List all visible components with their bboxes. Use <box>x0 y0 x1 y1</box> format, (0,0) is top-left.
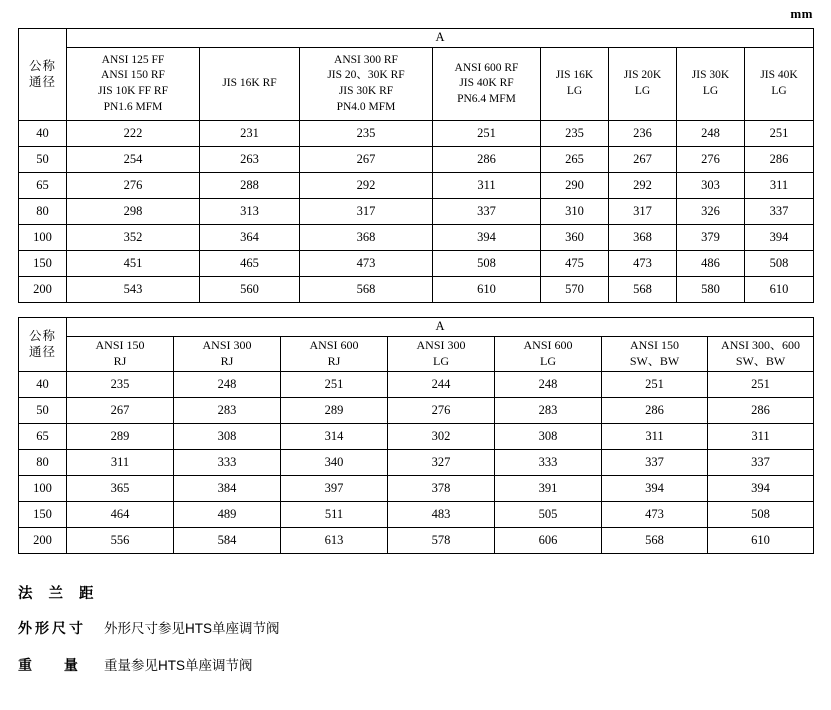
table2-row4-cell3: 378 <box>388 476 495 502</box>
table-row <box>19 121 814 147</box>
table1-row0-cell3: 251 <box>433 121 541 147</box>
table1-row3-cell4: 310 <box>541 199 609 225</box>
table2-row5-cell1: 489 <box>174 502 281 528</box>
table1-corner-line2: 通径 <box>28 74 56 89</box>
table-row <box>19 398 814 424</box>
table2-row5-size: 150 <box>19 502 67 528</box>
table2-row4-cell1: 384 <box>174 476 281 502</box>
table2-row6-cell4: 606 <box>495 528 602 554</box>
table1-row3-cell7: 337 <box>745 199 814 225</box>
table1-row2-cell0: 276 <box>67 173 200 199</box>
table1-row6-cell5: 568 <box>609 277 677 303</box>
table1-row1-cell5: 267 <box>609 147 677 173</box>
table1-row2-cell4: 290 <box>541 173 609 199</box>
table2-col-header-1 <box>174 337 281 372</box>
table1-col-header-1 <box>200 48 300 121</box>
table2-corner-line2: 通径 <box>28 344 56 359</box>
table1-row6-cell4: 570 <box>541 277 609 303</box>
table-row <box>19 372 814 398</box>
table2-row4-cell0: 365 <box>67 476 174 502</box>
table2-row5-cell5: 473 <box>602 502 708 528</box>
table-row <box>19 225 814 251</box>
table1-row3-cell1: 313 <box>200 199 300 225</box>
table2-row1-cell6: 286 <box>708 398 814 424</box>
table1-row2-cell7: 311 <box>745 173 814 199</box>
table1-row3-cell0: 298 <box>67 199 200 225</box>
table2-col6-line1: SW、BW <box>735 354 786 368</box>
table2-row0-cell1: 248 <box>174 372 281 398</box>
table1-row0-cell7: 251 <box>745 121 814 147</box>
table2-row2-cell6: 311 <box>708 424 814 450</box>
table2-row1-cell4: 283 <box>495 398 602 424</box>
table2-col4-line1: LG <box>540 354 556 368</box>
table1-row4-cell0: 352 <box>67 225 200 251</box>
table1-row6-cell3: 610 <box>433 277 541 303</box>
table1-row0-cell4: 235 <box>541 121 609 147</box>
table2-row0-size: 40 <box>19 372 67 398</box>
table1-col6-line1: LG <box>702 85 719 97</box>
table2-row1-cell3: 276 <box>388 398 495 424</box>
note-text-weight: 重量参见HTS单座调节阀 <box>104 658 253 673</box>
table1-row1-cell0: 254 <box>67 147 200 173</box>
flange-dimension-table-1 <box>18 28 814 303</box>
table2-row0-cell4: 248 <box>495 372 602 398</box>
table2-col-header-3 <box>388 337 495 372</box>
table1-row2-cell6: 303 <box>677 173 745 199</box>
table2-col-header-0 <box>67 337 174 372</box>
table2-row0-cell3: 244 <box>388 372 495 398</box>
table2-row0-cell5: 251 <box>602 372 708 398</box>
table2-row1-cell0: 267 <box>67 398 174 424</box>
table1-row5-cell0: 451 <box>67 251 200 277</box>
table2-col3-line1: LG <box>433 354 449 368</box>
table1-row2-size: 65 <box>19 173 67 199</box>
table2-row3-cell6: 337 <box>708 450 814 476</box>
table2-col6-line0: ANSI 300、600 <box>721 338 801 353</box>
table1-col-header-3 <box>433 48 541 121</box>
table1-col7-line0: JIS 40K <box>760 69 798 82</box>
table2-row1-cell2: 289 <box>281 398 388 424</box>
table2-row2-cell0: 289 <box>67 424 174 450</box>
table1-row4-cell7: 394 <box>745 225 814 251</box>
table1-row5-cell7: 508 <box>745 251 814 277</box>
table2-row6-cell6: 610 <box>708 528 814 554</box>
table2-row3-cell1: 333 <box>174 450 281 476</box>
table1-row5-cell4: 475 <box>541 251 609 277</box>
table2-row3-cell2: 340 <box>281 450 388 476</box>
table1-row4-cell6: 379 <box>677 225 745 251</box>
table1-row1-cell4: 265 <box>541 147 609 173</box>
table2-col-header-2 <box>281 337 388 372</box>
table1-row1-cell1: 263 <box>200 147 300 173</box>
table1-row2-cell3: 311 <box>433 173 541 199</box>
table2-col5-line0: ANSI 150 <box>629 338 679 353</box>
table1-row0-cell1: 231 <box>200 121 300 147</box>
table2-row6-cell2: 613 <box>281 528 388 554</box>
table2-row3-cell0: 311 <box>67 450 174 476</box>
table2-col5-line1: SW、BW <box>629 354 680 368</box>
table2-row1-size: 50 <box>19 398 67 424</box>
table2-col1-line1: RJ <box>220 354 234 368</box>
table1-row0-cell5: 236 <box>609 121 677 147</box>
table2-row4-cell5: 394 <box>602 476 708 502</box>
table-row <box>19 251 814 277</box>
table2-row1-cell5: 286 <box>602 398 708 424</box>
table1-row4-cell4: 360 <box>541 225 609 251</box>
table1-row2-cell1: 288 <box>200 173 300 199</box>
table1-col2-line0: ANSI 300 RF <box>334 53 398 66</box>
table1-col3-line0: ANSI 600 RF <box>454 61 519 74</box>
table1-row6-cell0: 543 <box>67 277 200 303</box>
table1-row6-cell7: 610 <box>745 277 814 303</box>
table2-col2-line1: RJ <box>327 354 341 368</box>
table2-row6-cell0: 556 <box>67 528 174 554</box>
table1-row5-cell2: 473 <box>300 251 433 277</box>
table1-corner-label <box>19 29 67 121</box>
table2-group-header-row <box>19 318 814 337</box>
table1-col7-line1: LG <box>771 85 787 97</box>
table1-col2-line1: JIS 20、30K RF <box>327 69 405 82</box>
table1-row0-cell2: 235 <box>300 121 433 147</box>
table2-row6-cell5: 568 <box>602 528 708 554</box>
table1-row2-cell5: 292 <box>609 173 677 199</box>
table2-row3-cell5: 337 <box>602 450 708 476</box>
table2-col0-line1: RJ <box>113 354 127 368</box>
table2-row5-cell4: 505 <box>495 502 602 528</box>
table2-row6-size: 200 <box>19 528 67 554</box>
table2-col-header-5 <box>602 337 708 372</box>
table1-col0-line0: ANSI 125 FF <box>101 53 165 66</box>
table2-corner-line1: 公称 <box>28 328 56 343</box>
table2-row2-cell2: 314 <box>281 424 388 450</box>
table1-row4-cell5: 368 <box>609 225 677 251</box>
table2-row2-cell1: 308 <box>174 424 281 450</box>
table2-col-header-4 <box>495 337 602 372</box>
table1-col1-line0: JIS 16K RF <box>222 77 277 90</box>
table2-row6-cell1: 584 <box>174 528 281 554</box>
table1-column-header-row <box>19 48 814 121</box>
note-item-weight <box>18 654 618 675</box>
table1-col-header-5 <box>609 48 677 121</box>
table1-row6-cell1: 560 <box>200 277 300 303</box>
table1-row3-cell6: 326 <box>677 199 745 225</box>
table1-col5-line0: JIS 20K <box>623 69 662 82</box>
table2-col2-line0: ANSI 600 <box>309 338 359 353</box>
table1-row5-size: 150 <box>19 251 67 277</box>
table-row <box>19 199 814 225</box>
table-row <box>19 450 814 476</box>
unit-label: mm <box>790 6 813 21</box>
table2-row5-cell3: 483 <box>388 502 495 528</box>
table1-col6-line0: JIS 30K <box>691 69 730 82</box>
table1-row0-size: 40 <box>19 121 67 147</box>
table1-row1-cell7: 286 <box>745 147 814 173</box>
table2-column-header-row <box>19 337 814 372</box>
table2-col4-line0: ANSI 600 <box>523 338 573 353</box>
table1-col5-line1: LG <box>634 85 651 97</box>
table1-col-header-0 <box>67 48 200 121</box>
table2-row3-cell3: 327 <box>388 450 495 476</box>
table1-row4-cell1: 364 <box>200 225 300 251</box>
table1-row1-cell3: 286 <box>433 147 541 173</box>
table-row <box>19 476 814 502</box>
table2-row4-cell6: 394 <box>708 476 814 502</box>
table-row <box>19 147 814 173</box>
table2-row5-cell6: 508 <box>708 502 814 528</box>
table1-col4-line1: LG <box>566 85 583 97</box>
table2-col3-line0: ANSI 300 <box>416 338 466 353</box>
table2-row0-cell2: 251 <box>281 372 388 398</box>
table1-row3-cell3: 337 <box>433 199 541 225</box>
table1-row3-cell5: 317 <box>609 199 677 225</box>
table2-col-header-6 <box>708 337 814 372</box>
table2-row3-cell4: 333 <box>495 450 602 476</box>
table1-col-header-2 <box>300 48 433 121</box>
table1-row6-cell6: 580 <box>677 277 745 303</box>
table1-col2-line2: JIS 30K RF <box>338 85 394 97</box>
table-row <box>19 173 814 199</box>
table1-col0-line1: ANSI 150 RF <box>101 69 165 82</box>
table2-row5-cell2: 511 <box>281 502 388 528</box>
table1-col4-line0: JIS 16K <box>555 69 594 82</box>
table1-row5-cell1: 465 <box>200 251 300 277</box>
table1-row0-cell6: 248 <box>677 121 745 147</box>
table1-row5-cell3: 508 <box>433 251 541 277</box>
table2-row2-cell4: 308 <box>495 424 602 450</box>
table2-row4-cell2: 397 <box>281 476 388 502</box>
table1-group-header-row <box>19 29 814 48</box>
note-item-dimensions <box>18 617 618 638</box>
table2-row0-cell6: 251 <box>708 372 814 398</box>
table1-row2-cell2: 292 <box>300 173 433 199</box>
note-text-dimensions: 外形尺寸参见HTS单座调节阀 <box>104 621 280 636</box>
table2-group-header: A <box>67 318 814 337</box>
table2-row1-cell1: 283 <box>174 398 281 424</box>
flange-dimension-table-2 <box>18 317 814 554</box>
table2-row6-cell3: 578 <box>388 528 495 554</box>
table1-row3-size: 80 <box>19 199 67 225</box>
table1-col0-line2: JIS 10K FF RF <box>98 85 168 97</box>
notes-heading: 法 兰 距 <box>18 586 100 602</box>
table1-row1-cell2: 267 <box>300 147 433 173</box>
table2-row0-cell0: 235 <box>67 372 174 398</box>
table1-row1-size: 50 <box>19 147 67 173</box>
table1-col2-line3: PN4.0 MFM <box>336 100 396 113</box>
table2-row2-cell5: 311 <box>602 424 708 450</box>
table1-row3-cell2: 317 <box>300 199 433 225</box>
table2-row5-cell0: 464 <box>67 502 174 528</box>
table2-row3-size: 80 <box>19 450 67 476</box>
table1-col0-line3: PN1.6 MFM <box>103 100 163 113</box>
table1-row5-cell6: 486 <box>677 251 745 277</box>
table2-corner-label <box>19 318 67 372</box>
table1-group-header: A <box>67 29 814 48</box>
table1-row4-cell3: 394 <box>433 225 541 251</box>
table-row <box>19 528 814 554</box>
table1-row6-size: 200 <box>19 277 67 303</box>
table-row <box>19 277 814 303</box>
table2-col1-line0: ANSI 300 <box>202 338 252 353</box>
table2-row2-size: 65 <box>19 424 67 450</box>
table2-row2-cell3: 302 <box>388 424 495 450</box>
table1-col3-line2: PN6.4 MFM <box>457 92 516 105</box>
table1-row4-size: 100 <box>19 225 67 251</box>
table1-row1-cell6: 276 <box>677 147 745 173</box>
table2-row4-cell4: 391 <box>495 476 602 502</box>
notes-section <box>18 582 618 691</box>
table1-col-header-4 <box>541 48 609 121</box>
note-label-dimensions: 外形尺寸 <box>18 620 86 636</box>
table1-col-header-6 <box>677 48 745 121</box>
table1-row0-cell0: 222 <box>67 121 200 147</box>
table1-row4-cell2: 368 <box>300 225 433 251</box>
table2-row4-size: 100 <box>19 476 67 502</box>
table1-col-header-7 <box>745 48 814 121</box>
note-label-weight: 重 量 <box>18 657 92 673</box>
table-row <box>19 502 814 528</box>
table1-corner-line1: 公称 <box>28 58 56 73</box>
table1-col3-line1: JIS 40K RF <box>459 77 514 90</box>
table2-col0-line0: ANSI 150 <box>95 338 145 353</box>
table1-row6-cell2: 568 <box>300 277 433 303</box>
table-row <box>19 424 814 450</box>
table1-row5-cell5: 473 <box>609 251 677 277</box>
